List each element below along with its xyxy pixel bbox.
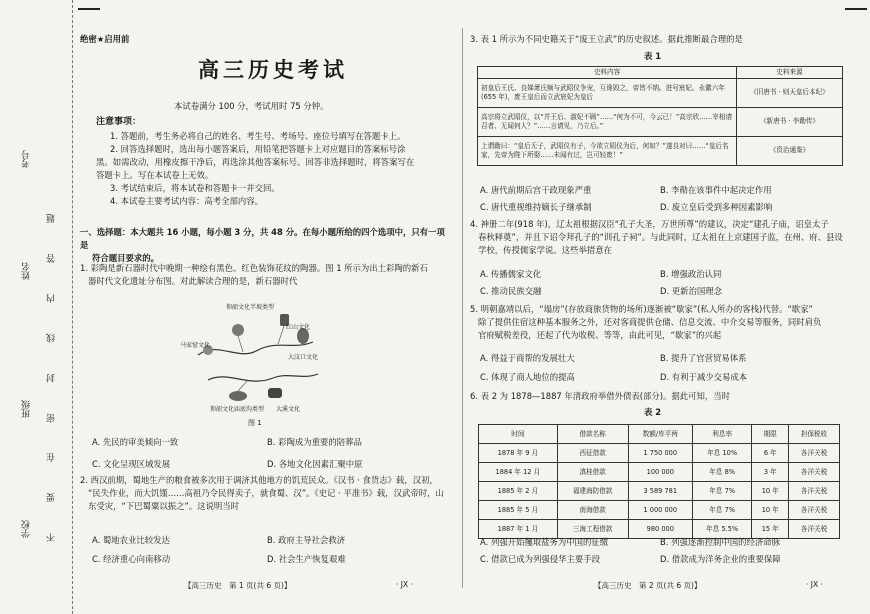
map-label-dawenkou: 大汶口文化 [288, 354, 319, 361]
map-label-miaodigou: 仰韶文化庙底沟类型 [210, 406, 265, 413]
table-2-cell: 滇桂借款 [557, 463, 628, 482]
pottery-5-icon [268, 388, 282, 398]
table-1-cell: 《新唐书 · 李勣传》 [737, 107, 843, 136]
note-3: 3. 考试结束后，将本试卷和答题卡一并交回。 [110, 183, 280, 193]
q2-stem-3: 东受灾，“下巴蜀粟以振之”。这说明当时 [88, 501, 240, 512]
figure-1-map [178, 300, 328, 415]
page1-footer-code: · JX · [396, 580, 413, 589]
table-2-header: 借款名称 [557, 425, 628, 444]
table-2-cell: 6 年 [752, 444, 789, 463]
q1-stem-2: 器时代文化遗址分布图。对此解读合理的是，新石器时代 [88, 276, 298, 287]
q3-options [480, 184, 840, 214]
notes-heading: 注意事项： [96, 117, 142, 127]
page2-footer-code: · JX · [806, 580, 823, 589]
table-2-cell: 各洋关税 [789, 482, 840, 501]
q2-option-d: D. 社会生产恢复艰难 [267, 554, 346, 565]
school-label: 学校 [22, 520, 32, 538]
secret-label: 绝密★启用前 [80, 34, 130, 44]
table-2-caption: 表 2 [644, 407, 662, 417]
map-label-hongshan: 红山文化 [286, 324, 311, 331]
note-2-cont: 黑。如需改动，用橡皮擦干净后，再选涂其他答案标号。回答非选择题时，将答案写在 [96, 156, 415, 167]
q1-stem-1: 1. 彩陶是新石器时代中晚期一种绘有黑色、红色装饰花纹的陶器。图 1 所示为出土彩陶的新石 [80, 263, 428, 273]
q2-stem-2: “民失作业，而大饥馑……高祖乃令民得卖子，就食蜀、汉”。《史记 · 平准书》载，汉武帝时，山 [88, 488, 444, 499]
map-label-banpo: 仰韶文化半坡类型 [226, 304, 275, 311]
table-1-cell: 上谓勣曰：“皇后无子，武昭仪有子，今欲立昭仪为后，何如？”遂良对曰……“皇后名家，先帝为陛下所娶……未闻有过，岂可轻废！” [478, 136, 737, 165]
q4-stem-3: 学校，传授儒家学说。这些举措意在 [478, 245, 612, 256]
table-2-cell: 年息 7% [692, 482, 751, 501]
q3-option-b: B. 李勣在该事件中起决定作用 [660, 185, 772, 195]
table-2-header: 利息率 [692, 425, 751, 444]
map-label-daxi: 大溪文化 [276, 406, 301, 413]
table-row [478, 136, 843, 165]
q4-options [480, 268, 840, 298]
notes-block [96, 116, 436, 208]
table-2-cell: 年息 7% [692, 501, 751, 520]
pointer-line-3 [238, 380, 248, 391]
note-2: 2. 回答选择题时，选出每小题答案后，用铅笔把答题卡上对应题目的答案标号涂 [110, 143, 406, 154]
table-1-header-content: 史料内容 [478, 67, 737, 79]
note-1: 1. 答题前，考生务必将自己的姓名、考生号、考场号、座位号填写在答题卡上。 [110, 130, 406, 141]
q3-option-d: D. 废立皇后受到多种因素影响 [660, 202, 773, 213]
q5-option-d: D. 有利于减少交易成本 [660, 372, 748, 383]
q6-option-d: D. 借款成为洋务企业的重要保障 [660, 554, 781, 565]
table-1-header-row [478, 67, 843, 79]
note-4: 4. 本试卷主要考试内容：高考全部内容。 [110, 196, 264, 207]
table-2-cell: 10 年 [752, 501, 789, 520]
q1-options [92, 436, 442, 471]
section-heading-line2: 符合题目要求的。 [92, 253, 159, 264]
page-title: 高三历史考试 [198, 57, 348, 82]
exam-meta: 本试卷满分 100 分，考试用时 75 分钟。 [174, 101, 329, 111]
q2-stem-1: 2. 西汉前期，蜀地生产的粮食被多次用于调济其他地方的饥荒民众。《汉书 · 食货志》载，汉初， [80, 475, 438, 485]
q3-option-a: A. 唐代前期后宫干政现象严重 [480, 185, 592, 195]
table-2-cell: 西征借款 [557, 444, 628, 463]
seal-line-text: 不 要 在 密 封 线 内 答 题 [47, 200, 57, 542]
class-label: 班级 [22, 400, 32, 418]
table-1-cell: 《旧唐书 · 则天皇后本纪》 [737, 78, 843, 107]
q4-option-c: C. 推动民族交融 [480, 286, 542, 297]
table-2-header: 时间 [479, 425, 558, 444]
q1-option-a: A. 先民的审美倾向一致 [92, 437, 179, 447]
q6-option-c: C. 借款已成为列强侵华主要手段 [480, 554, 601, 565]
table-1-cell: 初皇后王氏、良娣萧氏频与武昭仪争宠，互谗毁之，帝皆不纳。进号宸妃。永徽六年(655 年)，废王皇后而立武宸妃为皇后 [478, 78, 737, 107]
table-2-cell: 1 000 000 [628, 501, 692, 520]
section-heading [80, 226, 450, 265]
q5-stem-2: 除了提供住宿这种基本服务之外，还对客商提供仓储、信息交流、中介交易等服务，同时肩负 [478, 317, 822, 328]
q3-option-c: C. 唐代重视维持嫡长子继承制 [480, 202, 592, 213]
q4-stem-2: 春秋释奠”，并且下诏令拜孔子的“训孔子祠”。与此同时，辽太祖在上京建国子监，在州、府、县设 [478, 232, 843, 243]
table-2-header: 数额/库平两 [628, 425, 692, 444]
page1-footer: 【高三历史 第 1 页(共 6 页)】 [184, 581, 292, 590]
q6-option-b: B. 列强逐渐控制中国的经济命脉 [660, 537, 780, 547]
map-label-majiayao: 马家窑文化 [180, 342, 211, 349]
table-row [479, 482, 840, 501]
table-1-cell: 《资治通鉴》 [737, 136, 843, 165]
table-row [478, 78, 843, 107]
page-divider [462, 28, 463, 588]
question-5 [470, 303, 852, 342]
table-2-cell: 各洋关税 [789, 444, 840, 463]
corner-mark-right [845, 8, 867, 10]
table-2-cell: 1884 年 12 月 [479, 463, 558, 482]
q3-stem: 3. 表 1 所示为不同史籍关于“废王立武”的历史叙述。据此推断最合理的是 [470, 34, 743, 44]
q6-options [480, 536, 840, 566]
q2-option-a: A. 蜀地农业比较发达 [92, 535, 170, 545]
q6-stem: 6. 表 2 为 1878—1887 年清政府举借外债表(部分)。据此可知，当时 [470, 391, 731, 401]
q4-option-b: B. 增强政治认同 [660, 269, 722, 279]
corner-mark-left [78, 8, 100, 10]
table-2-cell: 年息 10% [692, 444, 751, 463]
table-1 [477, 66, 843, 166]
table-2-cell: 年息 8% [692, 463, 751, 482]
question-2 [80, 474, 452, 513]
q5-stem-3: 官府赋税差役，还起了代为收税、等等，由此可见，“歇家”的兴起 [478, 330, 722, 341]
note-2-end: 答题卡上。写在本试卷上无效。 [96, 169, 214, 180]
table-2 [478, 424, 840, 539]
question-4 [470, 218, 852, 257]
table-1-cell: 高宗将立武昭仪，以“并王后、淑妃不顾”……“何为不可，今云已！”高宗欣……宰相请召者、无闻何人？”……言请见，乃立后。” [478, 107, 737, 136]
table-2-cell: 年息 5.5% [692, 520, 751, 539]
table-2-cell: 100 000 [628, 463, 692, 482]
pottery-6-icon [229, 391, 247, 401]
table-2-cell: 1885 年 5 月 [479, 501, 558, 520]
table-row [479, 463, 840, 482]
table-row [478, 107, 843, 136]
q2-options [92, 534, 442, 566]
q1-option-d: D. 各地文化因素汇聚中原 [267, 459, 363, 470]
q5-option-b: B. 提升了官营贸易体系 [660, 353, 747, 363]
table-2-cell: 1 750 000 [628, 444, 692, 463]
pointer-line-2 [278, 326, 284, 344]
table-2-cell: 1878 年 9 月 [479, 444, 558, 463]
q5-option-a: A. 得益于商帮的发展壮大 [480, 353, 575, 363]
q4-stem-1: 4. 神册二年(918 年)，辽太祖根据汉臣“孔子大圣，万世所尊”的建议，决定“建孔子庙，诏皇太子 [470, 219, 829, 229]
q4-option-a: A. 传播儒家文化 [480, 269, 542, 279]
table-2-header: 期限 [752, 425, 789, 444]
exam-no-label: 考号 [22, 150, 32, 168]
name-label: 姓名 [22, 262, 32, 280]
q4-option-d: D. 更新治国理念 [660, 286, 723, 297]
page2-footer: 【高三历史 第 2 页(共 6 页)】 [594, 581, 702, 590]
table-2-cell: 福建海防借款 [557, 482, 628, 501]
table-1-header-source: 史料来源 [737, 67, 843, 79]
section-heading-line1: 一、选择题：本大题共 16 小题，每小题 3 分，共 48 分。在每小题所给的四个选项中，只有一项是 [80, 227, 445, 251]
table-2-header-row [479, 425, 840, 444]
pointer-line-1 [238, 336, 243, 352]
q1-option-c: C. 文化呈现区域发展 [92, 459, 171, 470]
binding-sidebar [0, 0, 73, 614]
pottery-1-icon [232, 324, 244, 336]
table-2-cell: 各洋关税 [789, 463, 840, 482]
table-2-cell: 10 年 [752, 482, 789, 501]
table-2-cell: 南海借款 [557, 501, 628, 520]
q1-option-b: B. 彩陶成为重要的陪葬品 [267, 437, 362, 447]
table-1-caption: 表 1 [644, 51, 662, 61]
table-2-cell: 1887 年 1 月 [479, 520, 558, 539]
q5-option-c: C. 体现了商人地位的提高 [480, 372, 575, 383]
table-2-cell: 3 年 [752, 463, 789, 482]
table-2-cell: 1885 年 2 月 [479, 482, 558, 501]
table-2-cell: 980 000 [628, 520, 692, 539]
figure-1-caption: 图 1 [248, 419, 262, 427]
table-row [479, 444, 840, 463]
table-2-cell: 3 589 781 [628, 482, 692, 501]
table-2-cell: 各洋关税 [789, 520, 840, 539]
table-row [479, 501, 840, 520]
table-2-cell: 15 年 [752, 520, 789, 539]
table-2-cell: 三海工程借款 [557, 520, 628, 539]
question-1 [80, 262, 450, 288]
q6-option-a: A. 列强开始攫取盐务为中国的征缴 [480, 537, 609, 547]
q5-options [480, 352, 840, 384]
q5-stem-1: 5. 明朝嘉靖以后，“塌房”(存放商旅货物的场所)逐渐被“歇家”(私人所办的客栈)代替。“歇家” [470, 304, 813, 314]
q2-option-b: B. 政府主导社会救济 [267, 535, 346, 545]
q2-option-c: C. 经济重心向南移动 [92, 554, 171, 565]
yangtze-river-line [208, 374, 318, 381]
table-2-header: 担保税收 [789, 425, 840, 444]
table-2-cell: 各洋关税 [789, 501, 840, 520]
